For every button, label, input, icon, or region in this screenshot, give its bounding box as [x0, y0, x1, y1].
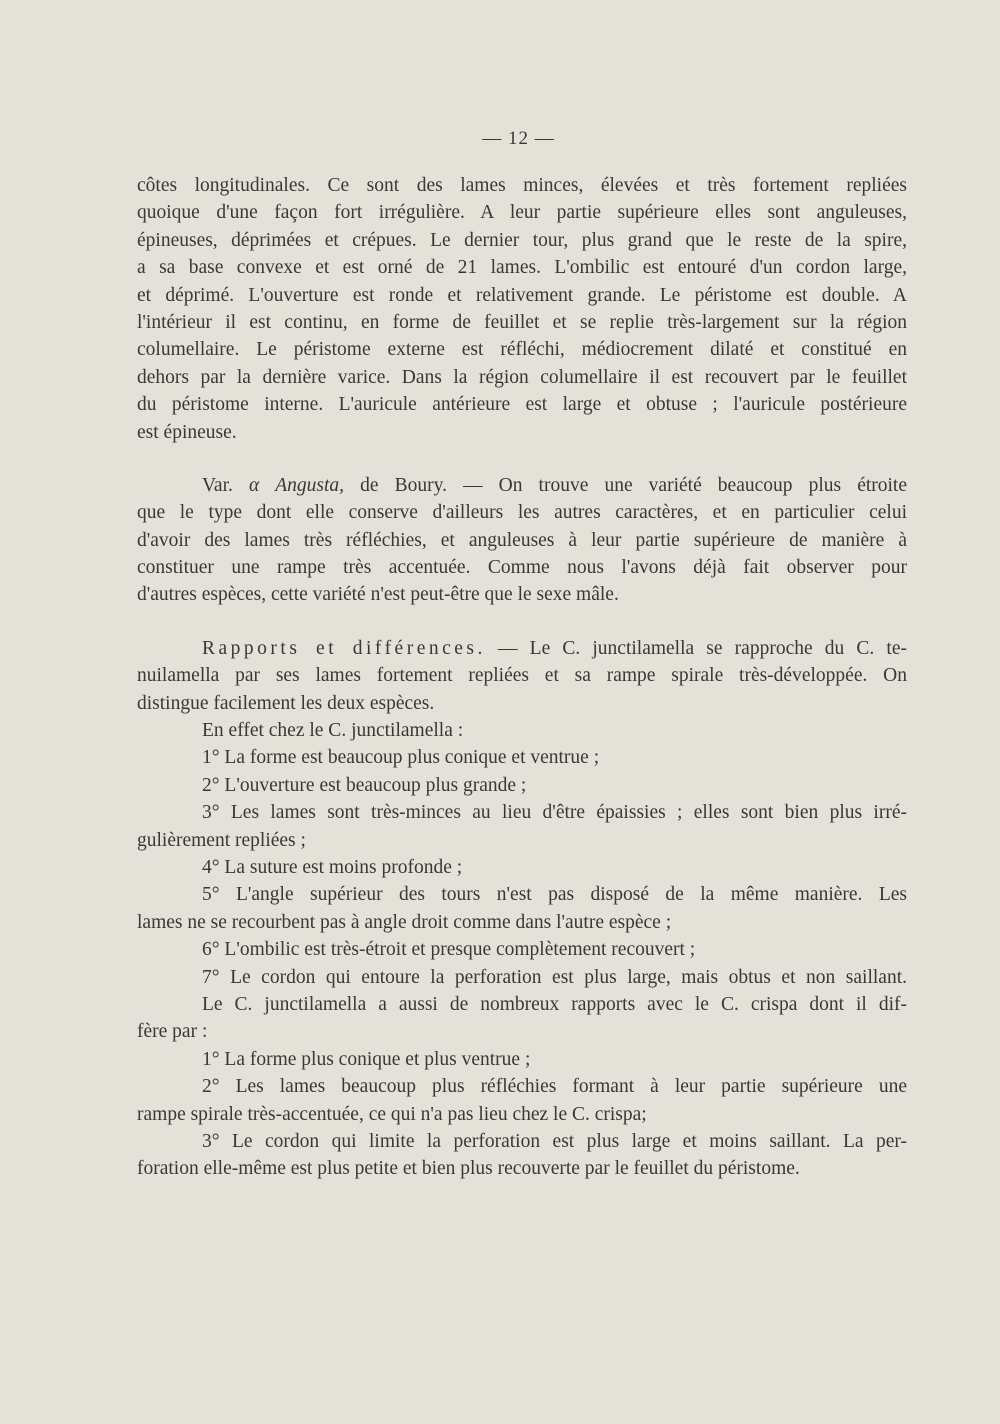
list-item-continuation: foration elle-même est plus petite et bien plus recouverte par le feuillet du péristome.: [137, 1158, 800, 1180]
variety-text: de Boury. — On trouve une variété beaucoup plus étroite: [344, 474, 907, 496]
text-line: du péristome interne. L'auricule antérieure est large et obtuse ; l'auricule postérieure: [137, 394, 907, 416]
list-item-continuation: rampe spirale très-accentuée, ce qui n'a pas lieu chez le C. crispa;: [137, 1103, 647, 1125]
text-line: quoique d'une façon fort irrégulière. A leur partie supérieure elles sont anguleuses,: [137, 202, 907, 224]
list-item: 3° Les lames sont très-minces au lieu d'être épaissies ; elles sont bien plus irré-: [202, 802, 907, 824]
section-text: — Le C. junctilamella se rapproche du C. te-: [485, 637, 907, 659]
text-line: que le type dont elle conserve d'ailleurs les autres caractères, et en particulier celui: [137, 502, 907, 524]
text-line: columellaire. Le péristome externe est réfléchi, médiocrement dilaté et constitué en: [137, 339, 907, 361]
list-item: 1° La forme est beaucoup plus conique et ventrue ;: [202, 747, 600, 769]
text-line: Le C. junctilamella a aussi de nombreux rapports avec le C. crispa dont il dif-: [202, 993, 907, 1015]
section-heading-line: [137, 635, 907, 662]
page-number: — 12 —: [482, 128, 555, 149]
list-item: 1° La forme plus conique et plus ventrue ;: [202, 1048, 531, 1070]
text-line: côtes longitudinales. Ce sont des lames minces, élevées et très fortement repliées: [137, 175, 907, 196]
text-line: a sa base convexe et est orné de 21 lames. L'ombilic est entouré d'un cordon large,: [137, 257, 907, 279]
list-item: 3° Le cordon qui limite la perforation est plus large et moins saillant. La per-: [202, 1130, 907, 1152]
list-intro: En effet chez le C. junctilamella :: [202, 720, 464, 742]
text-line: d'autres espèces, cette variété n'est peut-être que le sexe mâle.: [137, 584, 619, 606]
variety-name: α Angusta,: [248, 474, 345, 496]
list-item: 4° La suture est moins profonde ;: [202, 856, 463, 878]
list-item-continuation: lames ne se recourbent pas à angle droit comme dans l'autre espèce ;: [137, 911, 672, 933]
list-item: 2° L'ouverture est beaucoup plus grande ;: [202, 774, 527, 796]
text-line-continuation: fère par :: [137, 1021, 208, 1043]
text-line: et déprimé. L'ouverture est ronde et relativement grande. Le péristome est double. A: [137, 284, 907, 306]
list-item: 7° Le cordon qui entoure la perforation est plus large, mais obtus et non saillant.: [202, 966, 907, 988]
text-line: distingue facilement les deux espèces.: [137, 692, 435, 714]
text-line: épineuses, déprimées et crépues. Le dernier tour, plus grand que le reste de la spire,: [137, 229, 907, 251]
variety-prefix: Var.: [202, 474, 249, 496]
text-line: est épineuse.: [137, 421, 237, 443]
variety-heading-line: [137, 472, 907, 499]
list-item: 2° Les lames beaucoup plus réfléchies formant à leur partie supérieure une: [202, 1076, 907, 1098]
section-heading: Rapports et différences.: [202, 637, 486, 659]
list-item-continuation: gulièrement repliées ;: [137, 829, 306, 851]
text-line: constituer une rampe très accentuée. Comme nous l'avons déjà fait observer pour: [137, 557, 907, 579]
body-text: [137, 172, 907, 1183]
text-line: nuilamella par ses lames fortement repliées et sa rampe spirale très-développée. On: [137, 665, 907, 687]
text-line: d'avoir des lames très réfléchies, et anguleuses à leur partie supérieure de manière à: [137, 529, 907, 551]
text-line: l'intérieur il est continu, en forme de feuillet et se replie très-largement sur la région: [137, 311, 907, 333]
list-item: 6° L'ombilic est très-étroit et presque complètement recouvert ;: [202, 939, 696, 961]
text-line: dehors par la dernière varice. Dans la région columellaire il est recouvert par le feuillet: [137, 366, 907, 388]
list-item: 5° L'angle supérieur des tours n'est pas disposé de la même manière. Les: [202, 884, 907, 906]
